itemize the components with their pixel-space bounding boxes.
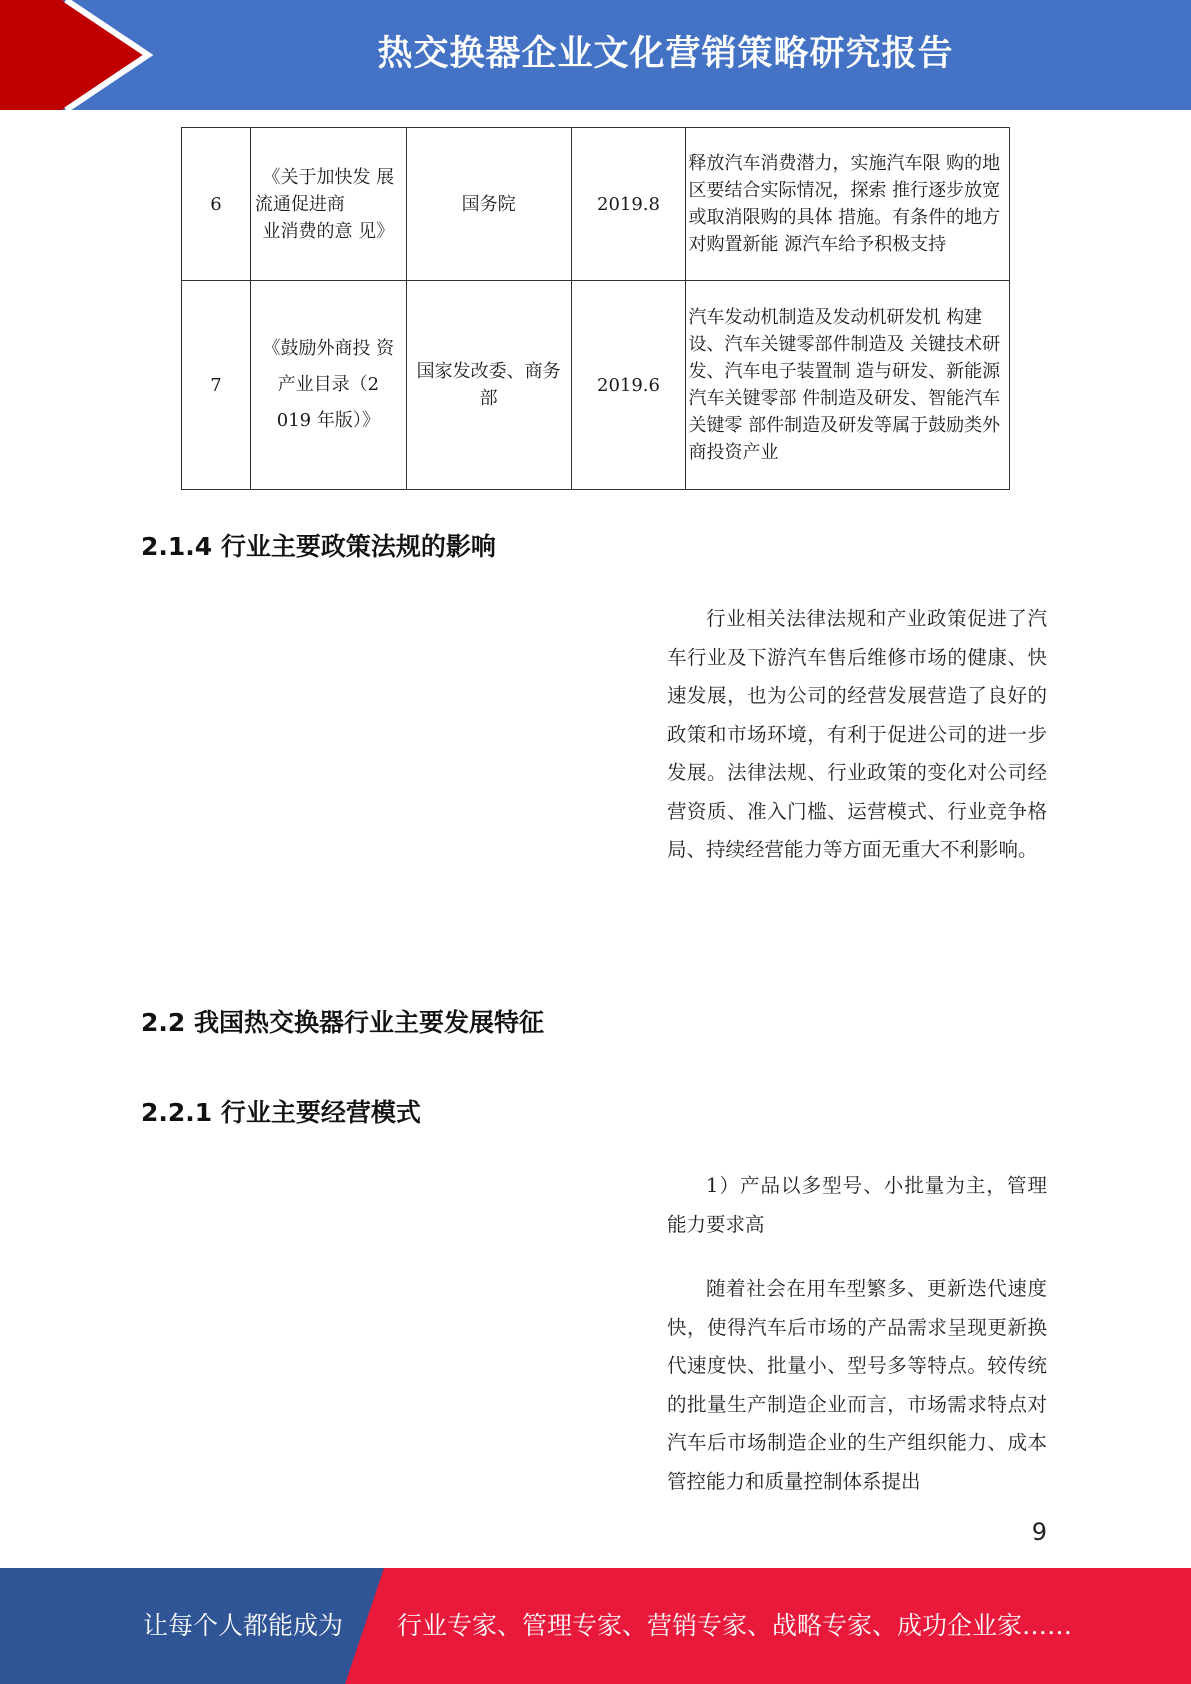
policy-date: 2019.8 (571, 128, 686, 281)
row-number: 7 (182, 281, 251, 490)
section-heading-2-2-1: 2.2.1 行业主要经营模式 (141, 1098, 421, 1127)
section-2-2-1-point (667, 1167, 1047, 1244)
row-number: 6 (182, 128, 251, 281)
policy-content: 汽车发动机制造及发动机研发机 构建设、汽车关键零部件制造及 关键技术研发、汽车电子装置制 造与研发、新能源汽车关键零部 件制造及研发、智能汽车关键零 部件制造及研发等属于鼓励类外 商投资产业 (686, 281, 1010, 490)
policy-name (250, 128, 406, 281)
policy-name-line: 流通促进商 (254, 193, 345, 215)
policy-name-line: 《鼓励外商投 资 (262, 338, 395, 359)
section-2-2-1-body (667, 1270, 1047, 1501)
policy-date: 2019.6 (571, 281, 686, 490)
paragraph: 随着社会在用车型繁多、更新迭代速度快，使得汽车后市场的产品需求呈现更新换代速度快、批量小、型号多等特点。较传统的批量生产制造企业而言，市场需求特点对汽车后市场制造企业的生产组织能力、成本管控能力和质量控制体系提出 (667, 1277, 1047, 1493)
footer-slogan-left: 让每个人都能成为 (143, 1611, 344, 1640)
section-2-1-4-body (667, 600, 1047, 870)
policy-issuer: 国务院 (406, 128, 571, 281)
policy-name-line: 019 年版）》 (276, 410, 380, 431)
table-row (182, 128, 1010, 281)
section-heading-2-1-4: 2.1.4 行业主要政策法规的影响 (141, 532, 496, 561)
paragraph: 1）产品以多型号、小批量为主，管理能力要求高 (667, 1174, 1047, 1236)
table-row (182, 281, 1010, 490)
page-footer (0, 1568, 1191, 1684)
policy-name (250, 281, 406, 490)
policy-name-line: 产业目录（2 (277, 374, 380, 395)
footer-slogan-right: 行业专家、管理专家、营销专家、战略专家、成功企业家…… (397, 1611, 1073, 1640)
paragraph: 行业相关法律法规和产业政策促进了汽车行业及下游汽车售后维修市场的健康、快速发展，也为公司的经营发展营造了良好的政策和市场环境，有利于促进公司的进一步发展。法律法规、行业政策的变化对公司经营资质、准入门槛、运营模式、行业竞争格局、持续经营能力等方面无重大不利影响。 (667, 607, 1047, 861)
policy-content: 释放汽车消费潜力，实施汽车限 购的地区要结合实际情况，探索 推行逐步放宽或取消限购的具体 措施。有条件的地方对购置新能 源汽车给予积极支持 (686, 128, 1010, 281)
policy-table (181, 127, 1010, 490)
policy-name-line: 《关于加快发 展 (262, 166, 395, 188)
policy-name-line: 业消费的意 见》 (262, 220, 395, 242)
page-number: 9 (1031, 1518, 1047, 1546)
report-title: 热交换器企业文化营销策略研究报告 (377, 34, 954, 74)
section-heading-2-2: 2.2 我国热交换器行业主要发展特征 (141, 1008, 544, 1037)
page-header (0, 0, 1191, 110)
header-chevron-icon (0, 0, 160, 110)
policy-issuer: 国家发改委、商务部 (406, 281, 571, 490)
